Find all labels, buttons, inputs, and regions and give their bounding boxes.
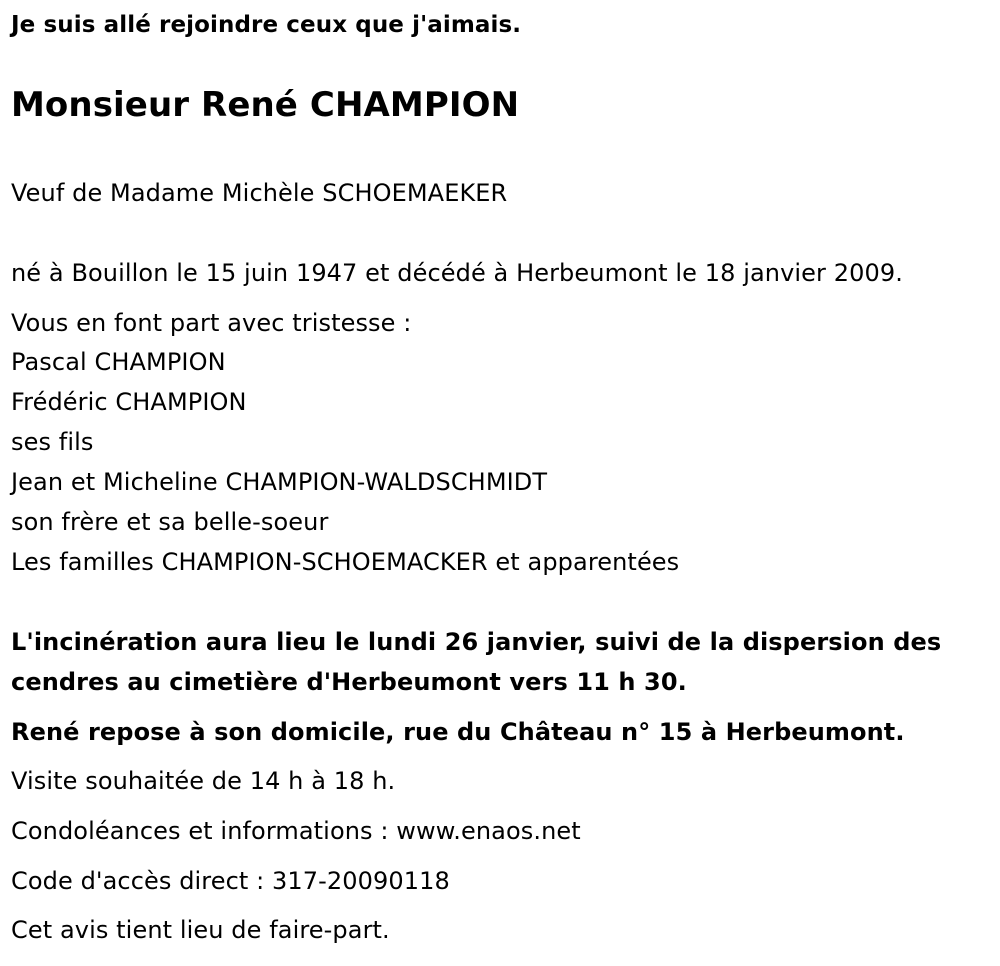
birth-death-line: né à Bouillon le 15 juin 1947 et décédé à Herbeumont le 18 janvier 2009. [11,259,903,287]
family-line: Frédéric CHAMPION [11,388,247,416]
family-line: son frère et sa belle-soeur [11,508,329,536]
family-line: Jean et Micheline CHAMPION-WALDSCHMIDT [11,468,548,496]
family-line: ses fils [11,428,94,456]
epitaph: Je suis allé rejoindre ceux que j'aimais. [11,12,522,38]
rests-at-home-line: René repose à son domicile, rue du Château n° 15 à Herbeumont. [11,718,905,746]
condolences-line: Condoléances et informations : www.enaos.net [11,817,581,845]
widower-line: Veuf de Madame Michèle SCHOEMAEKER [11,179,508,207]
cremation-line: L'incinération aura lieu le lundi 26 janvier, suivi de la dispersion des [11,628,942,656]
access-code-line: Code d'accès direct : 317-20090118 [11,867,450,895]
cremation-line: cendres au cimetière d'Herbeumont vers 11 h 30. [11,668,687,696]
announcement-line: Vous en font part avec tristesse : [11,309,412,337]
family-line: Pascal CHAMPION [11,348,226,376]
deceased-name: Monsieur René CHAMPION [11,85,520,125]
notice-line: Cet avis tient lieu de faire-part. [11,916,390,944]
family-line: Les familles CHAMPION-SCHOEMACKER et apparentées [11,548,680,576]
visit-hours-line: Visite souhaitée de 14 h à 18 h. [11,767,396,795]
